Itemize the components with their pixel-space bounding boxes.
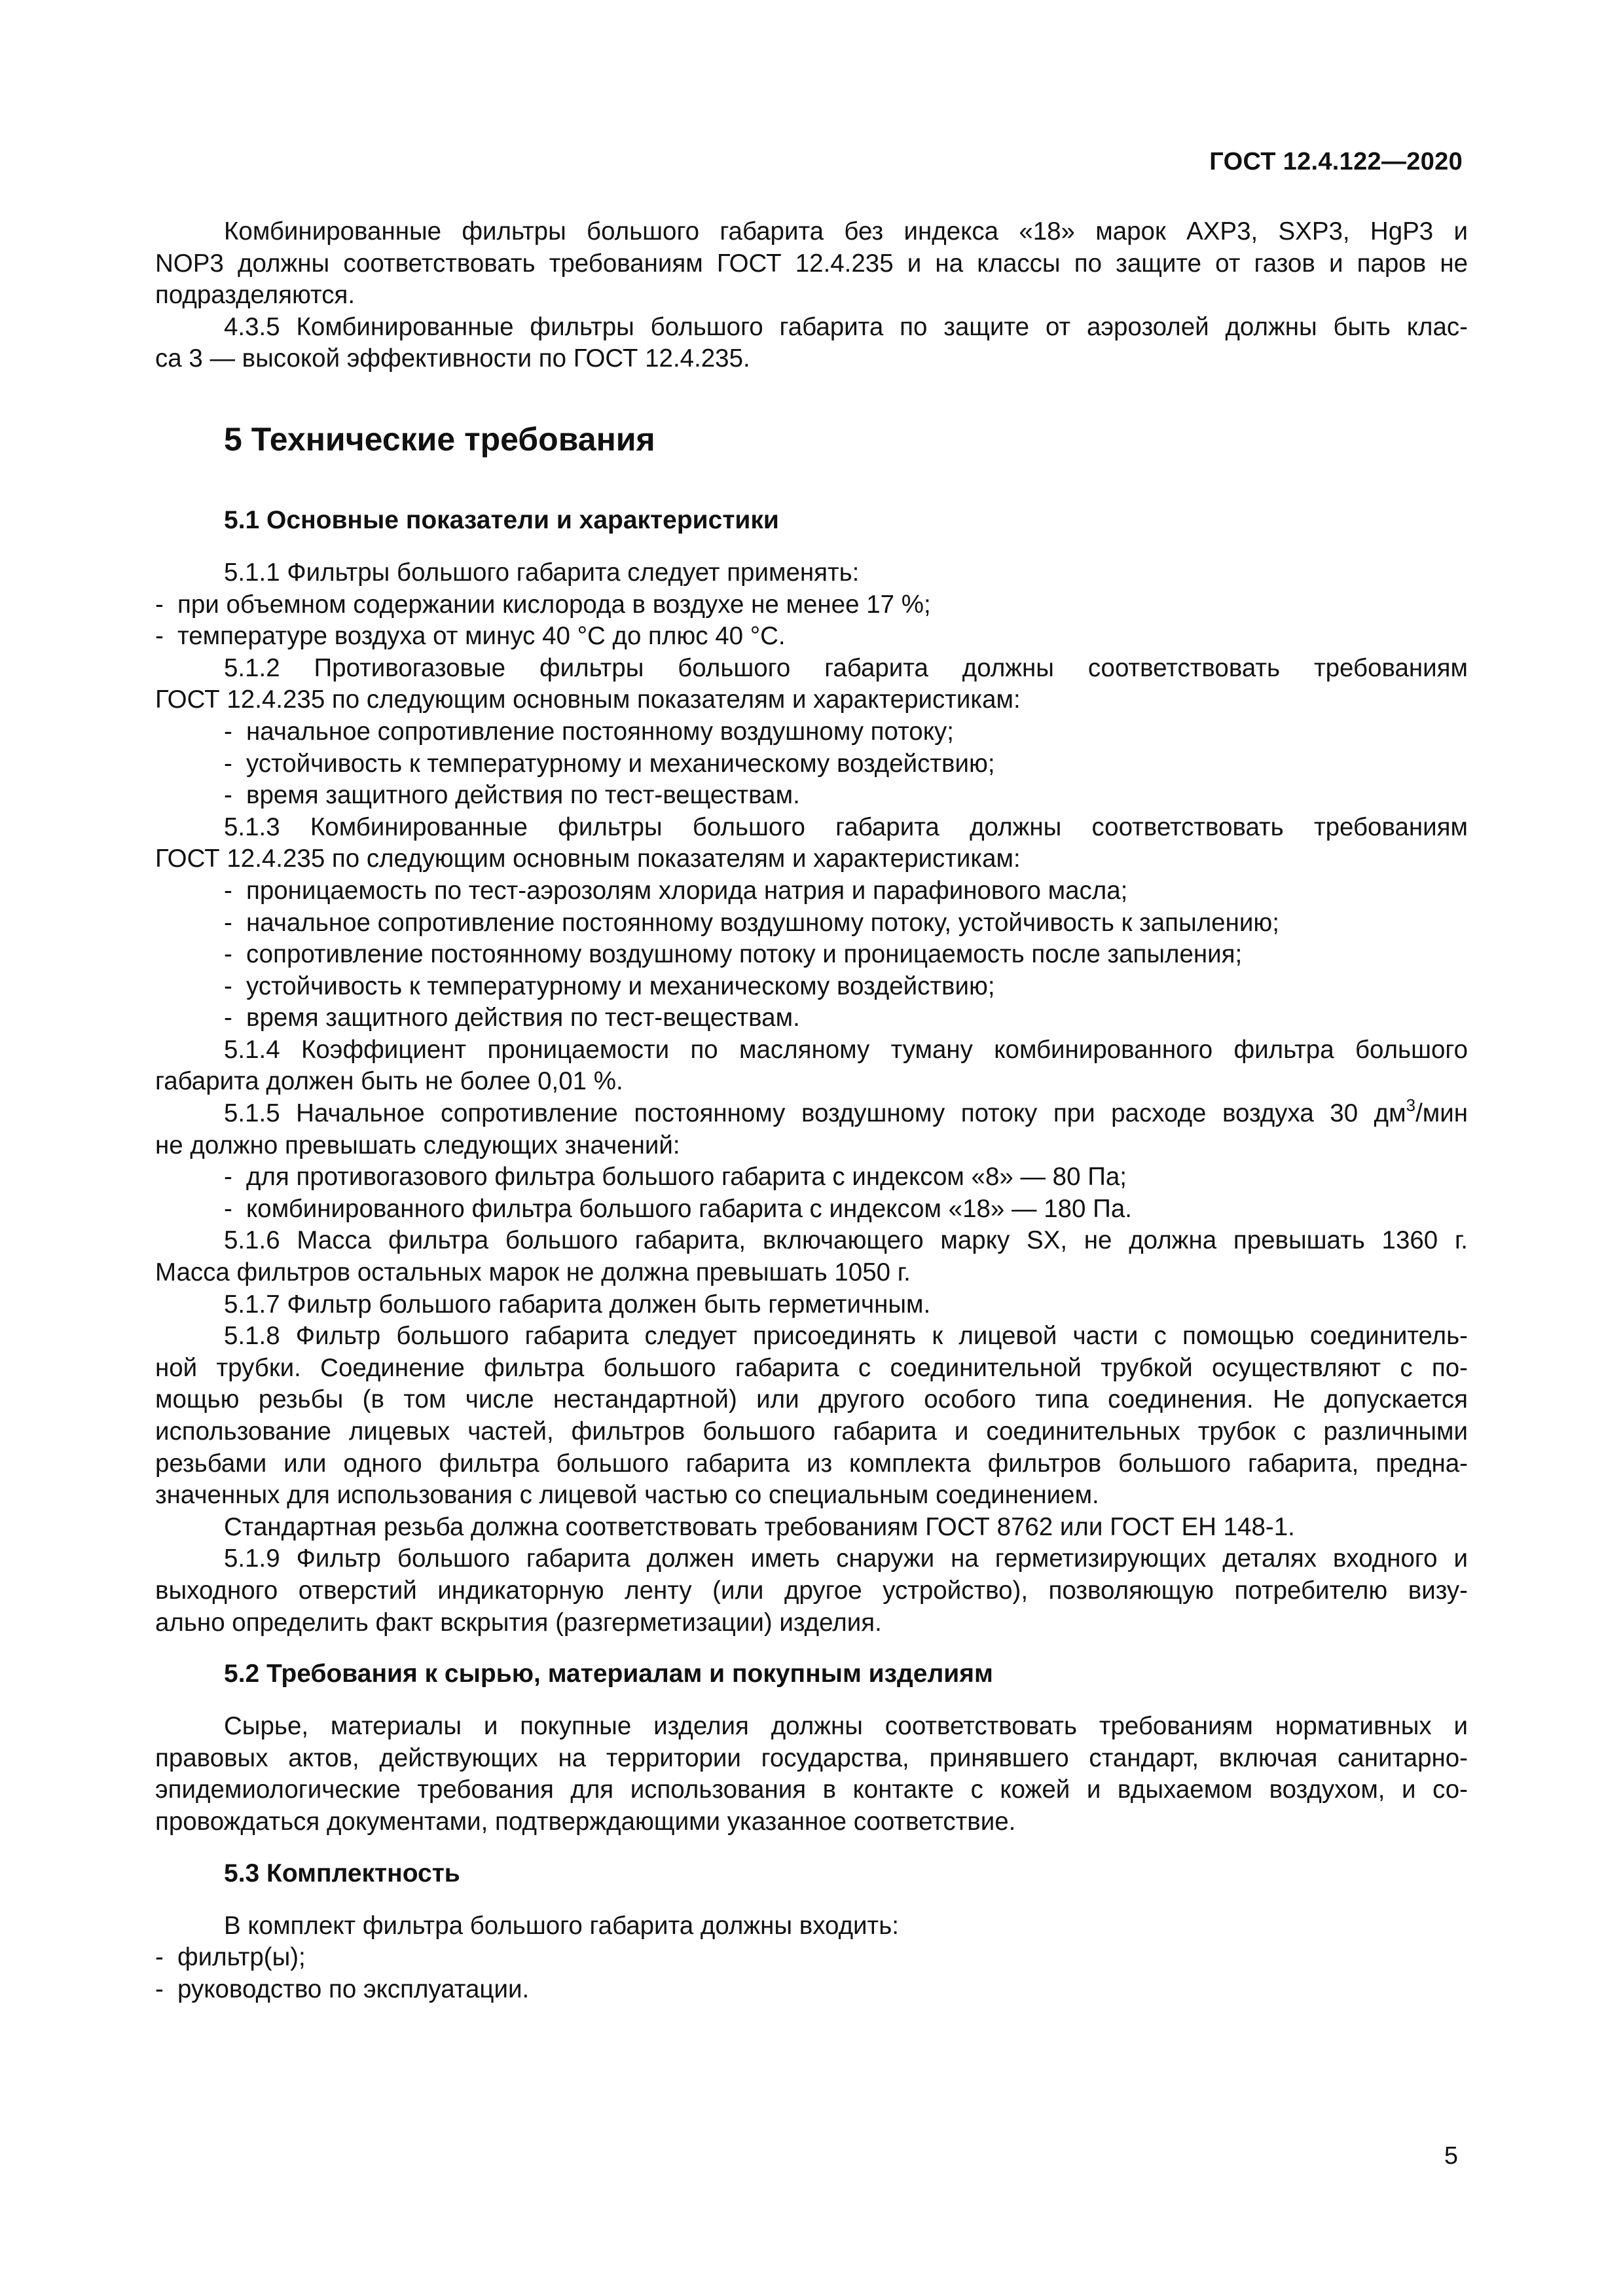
text-line: провождаться документами, подтверждающими указанное соответствие. xyxy=(155,1807,1016,1836)
text-line: Масса фильтров остальных марок не должна превышать 1050 г. xyxy=(155,1258,911,1287)
list-item: - при объемном содержании кислорода в воздухе не менее 17 %; xyxy=(155,589,1468,621)
text-line: ально определить факт вскрытия (разгерметизации) изделия. xyxy=(155,1608,882,1637)
dash-marker: - xyxy=(224,908,232,937)
clause-5-1-7: 5.1.7 Фильтр большого габарита должен быть герметичным. xyxy=(224,1290,931,1319)
clause-5-3-text: В комплект фильтра большого габарита должны входить: xyxy=(224,1911,899,1940)
list-item: - время защитного действия по тест-веществам. xyxy=(155,1002,1468,1034)
list-5-1-3 xyxy=(155,875,1468,1034)
text-line: 5.1.3 Комбинированные фильтры большого габарита должны соответствовать требованиям xyxy=(224,812,1468,841)
list-5-1-1 xyxy=(155,589,1468,653)
text-line: 5.1.2 Противогазовые фильтры большого габарита должны соответствовать требованиям xyxy=(224,653,1468,682)
dash-marker: - xyxy=(155,1975,164,2003)
text-line: не должно превышать следующих значений: xyxy=(155,1131,680,1159)
dash-marker: - xyxy=(224,717,232,746)
text-line: подразделяются. xyxy=(155,281,356,310)
dash-marker: - xyxy=(224,1163,232,1192)
list-5-3 xyxy=(155,1942,1468,2005)
page-number: 5 xyxy=(1444,2142,1458,2170)
text-line: ГОСТ 12.4.235 по следующим основным показателям и характеристикам: xyxy=(155,685,1021,714)
subsection-heading-5-3: 5.3 Комплектность xyxy=(224,1859,460,1887)
list-item: - фильтр(ы); xyxy=(155,1942,1468,1974)
dash-marker: - xyxy=(224,876,232,905)
dash-marker: - xyxy=(155,622,164,651)
list-item: - проницаемость по тест-аэрозолям хлорида натрия и парафинового масла; xyxy=(155,875,1468,907)
intro-paragraph-1 xyxy=(155,216,1468,312)
clause-4-3-5 xyxy=(155,312,1468,375)
clause-5-1-5 xyxy=(155,1095,1468,1161)
list-item: - руководство по эксплуатации. xyxy=(155,1974,1468,2006)
text-line: резьбами или одного фильтра большого габарита из комплекта фильтров большого габарита, предна- xyxy=(155,1449,1468,1478)
dash-marker: - xyxy=(224,749,232,778)
dash-marker: - xyxy=(155,590,164,619)
text-line: 4.3.5 Комбинированные фильтры большого габарита по защите от аэрозолей должны быть клас- xyxy=(224,312,1468,341)
text-line: габарита должен быть не более 0,01 %. xyxy=(155,1067,623,1096)
dash-marker: - xyxy=(155,1943,164,1972)
list-item: - для противогазового фильтра большого габарита с индексом «8» — 80 Па; xyxy=(155,1161,1468,1194)
text-line: NOP3 должны соответствовать требованиям ГОСТ 12.4.235 и на классы по защите от газов и паров не xyxy=(155,249,1468,278)
clause-5-1-2 xyxy=(155,653,1468,716)
subsection-heading-5-1: 5.1 Основные показатели и характеристики xyxy=(224,505,779,534)
list-5-1-5 xyxy=(155,1161,1468,1225)
text-line: эпидемиологические требования для использования в контакте с кожей и вдыхаемом воздухом, и со- xyxy=(155,1776,1468,1804)
text-line: правовых актов, действующих на территории государства, принявшего стандарт, включая санитарно- xyxy=(155,1743,1468,1772)
list-item: - устойчивость к температурному и механическому воздействию; xyxy=(155,748,1468,780)
clause-5-1-1: 5.1.1 Фильтры большого габарита следует применять: xyxy=(224,558,860,587)
clause-5-1-8 xyxy=(155,1321,1468,1512)
list-item: - устойчивость к температурному и механическому воздействию; xyxy=(155,971,1468,1003)
dash-marker: - xyxy=(224,972,232,1000)
dash-marker: - xyxy=(224,1004,232,1032)
text-line: ной трубки. Соединение фильтра большого габарита с соединительной трубкой осуществляют с по- xyxy=(155,1353,1468,1382)
dash-marker: - xyxy=(224,1194,232,1223)
text-line: Комбинированные фильтры большого габарита без индекса «18» марок АХР3, SХР3, HgP3 и xyxy=(224,217,1468,246)
dash-marker: - xyxy=(224,781,232,810)
document-body xyxy=(155,216,1468,2005)
clause-5-1-3 xyxy=(155,812,1468,875)
list-item: - начальное сопротивление постоянному воздушному потоку, устойчивость к запылению; xyxy=(155,907,1468,939)
list-item: - начальное сопротивление постоянному воздушному потоку; xyxy=(155,716,1468,748)
text-line: 5.1.6 Масса фильтра большого габарита, включающего марку SX, не должна превышать 1360 г. xyxy=(224,1226,1468,1255)
text-line: Сырье, материалы и покупные изделия должны соответствовать требованиям нормативных и xyxy=(224,1712,1468,1741)
superscript: 3 xyxy=(1406,1095,1416,1116)
clause-5-1-8-thread: Стандартная резьба должна соответствовать требованиям ГОСТ 8762 или ГОСТ ЕН 148-1. xyxy=(224,1512,1295,1541)
subsection-heading-5-2: 5.2 Требования к сырью, материалам и покупным изделиям xyxy=(224,1660,993,1688)
text-line: са 3 — высокой эффективности по ГОСТ 12.4.235. xyxy=(155,344,750,373)
text-line: ГОСТ 12.4.235 по следующим основным показателям и характеристикам: xyxy=(155,845,1021,873)
text-line: 5.1.4 Коэффициент проницаемости по масляному туману комбинированного фильтра большого xyxy=(224,1035,1468,1064)
text-line: 5.1.5 Начальное сопротивление постоянному воздушному потоку при расходе воздуха 30 $дм^3$/мин xyxy=(224,1095,1468,1128)
section-heading: 5 Технические требования xyxy=(224,420,655,458)
text-line: 5.1.8 Фильтр большого габарита следует присоединять к лицевой части с помощью соединитель- xyxy=(224,1322,1468,1351)
list-item: - сопротивление постоянному воздушному потоку и проницаемость после запыления; xyxy=(155,939,1468,971)
text-line: выходного отверстий индикаторную ленту (или другое устройство), позволяющую потребителю визу- xyxy=(155,1576,1468,1605)
standard-header: ГОСТ 12.4.122—2020 xyxy=(1209,148,1463,175)
dash-marker: - xyxy=(224,940,232,969)
clause-5-1-9 xyxy=(155,1543,1468,1639)
list-item: - температуре воздуха от минус 40 °С до плюс 40 °С. xyxy=(155,621,1468,653)
text-line: значенных для использования с лицевой частью со специальным соединением. xyxy=(155,1481,1099,1510)
clause-5-1-6 xyxy=(155,1225,1468,1288)
list-item: - время защитного действия по тест-веществам. xyxy=(155,780,1468,812)
list-item: - комбинированного фильтра большого габарита с индексом «18» — 180 Па. xyxy=(155,1194,1468,1226)
clause-5-1-4 xyxy=(155,1034,1468,1098)
clause-5-2-text xyxy=(155,1711,1468,1838)
text-line: 5.1.9 Фильтр большого габарита должен иметь снаружи на герметизирующих деталях входного и xyxy=(224,1544,1468,1573)
text-line: мощью резьбы (в том числе нестандартной) или другого особого типа соединения. Не допускается xyxy=(155,1385,1468,1414)
list-5-1-2 xyxy=(155,716,1468,812)
text-line: использование лицевых частей, фильтров большого габарита и соединительных трубок с различными xyxy=(155,1417,1468,1446)
